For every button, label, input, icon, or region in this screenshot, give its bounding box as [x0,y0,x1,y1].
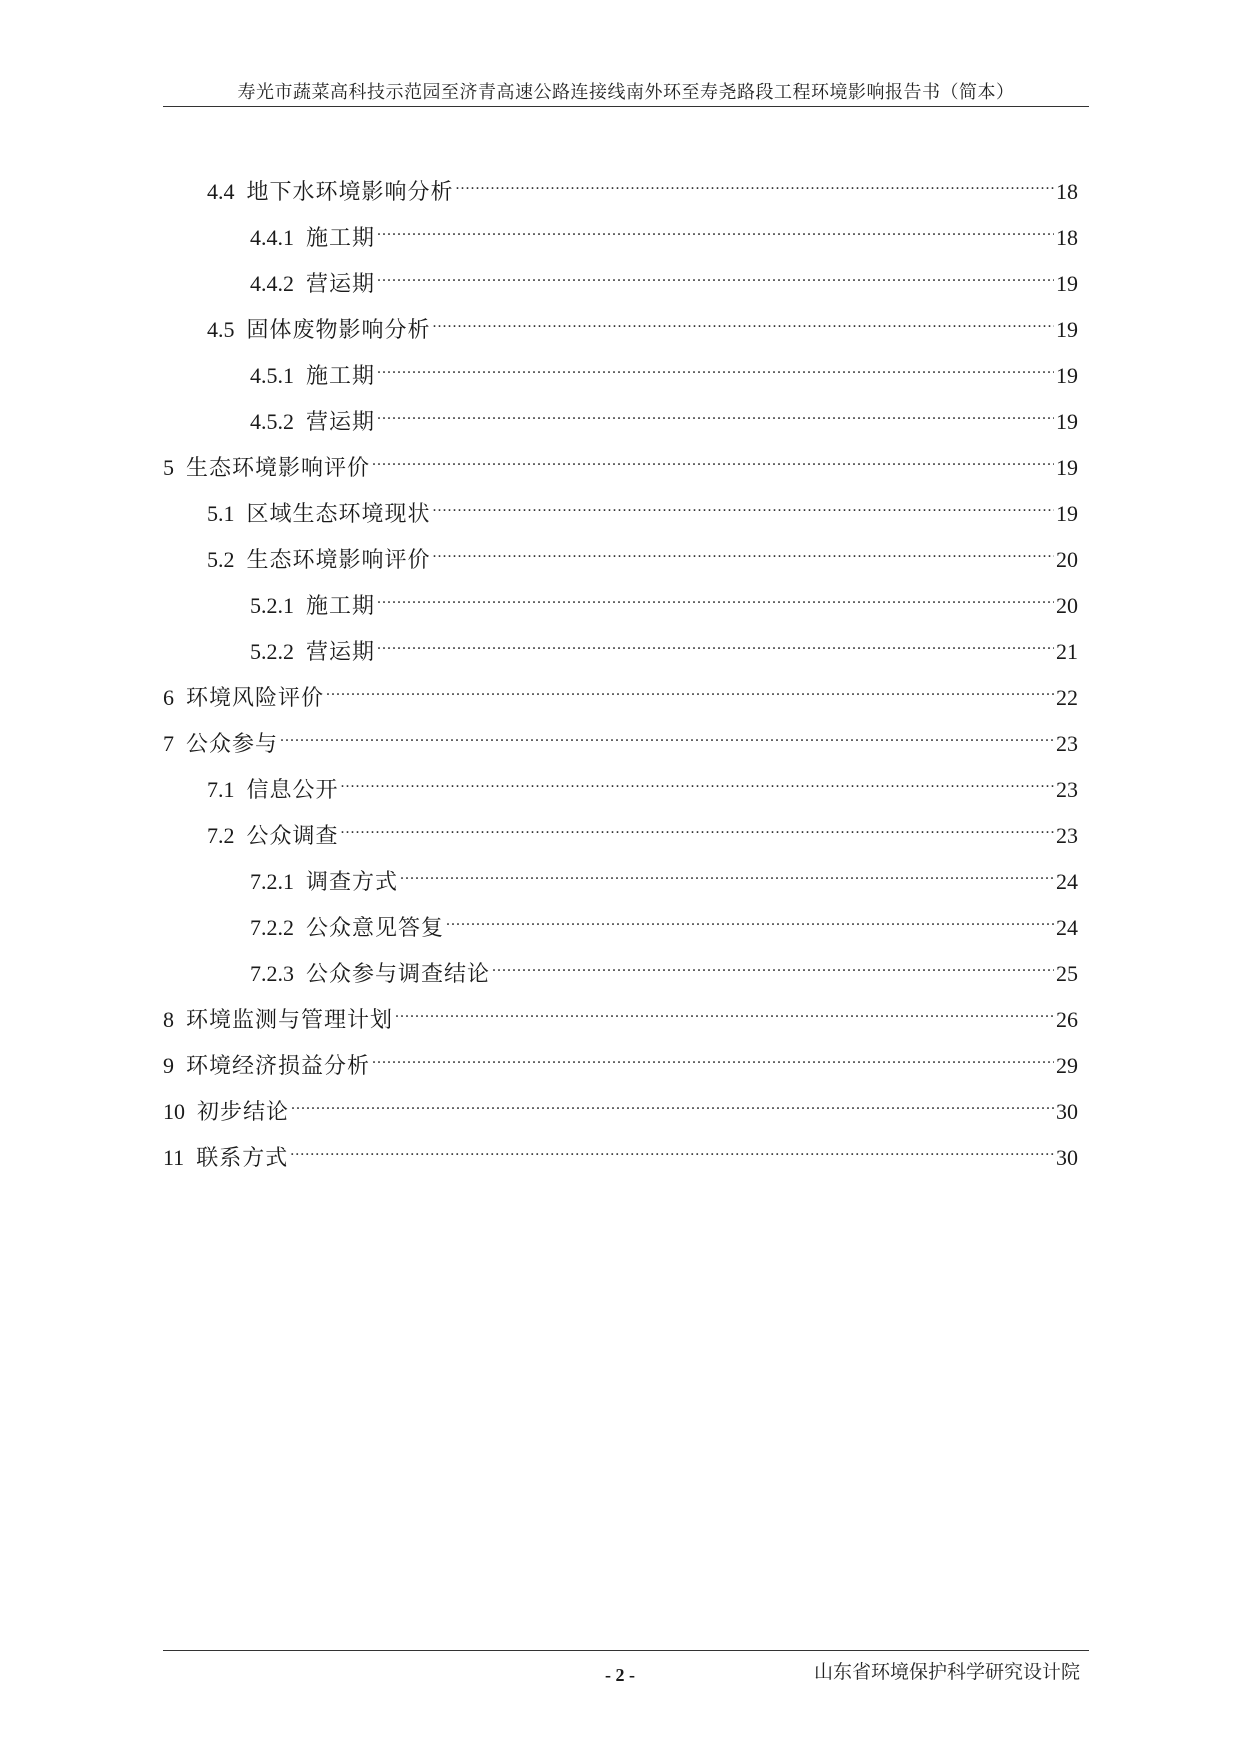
toc-entry[interactable] [250,213,1078,251]
toc-entry-page: 19 [1056,501,1078,526]
toc-entry[interactable] [250,949,1078,987]
toc-entry[interactable] [250,397,1078,435]
toc-dot-leader [291,1087,1054,1119]
footer-divider [163,1650,1089,1651]
toc-entry[interactable] [250,627,1078,665]
toc-entry[interactable] [250,903,1078,941]
toc-entry-title: 公众参与 [186,732,279,757]
toc-entry[interactable] [163,719,1078,757]
toc-dot-leader [400,857,1054,889]
toc-entry-title: 信息公开 [246,778,339,803]
toc-entry-page: 29 [1056,1053,1078,1078]
toc-entry-page: 24 [1056,915,1078,940]
toc-dot-leader [433,489,1054,521]
toc-entry-number: 7 [163,731,174,756]
running-header: 寿光市蔬菜高科技示范园至济青高速公路连接线南外环至寿尧路段工程环境影响报告书（简本） [237,82,1015,103]
toc-entry[interactable] [207,765,1078,803]
toc-dot-leader [433,535,1054,567]
toc-dot-leader [492,949,1054,981]
toc-dot-leader [280,719,1054,751]
toc-dot-leader [326,673,1054,705]
toc-entry[interactable] [207,811,1078,849]
toc-entry[interactable] [207,489,1078,527]
toc-entry-number: 7.2.1 [250,869,294,894]
toc-entry[interactable] [250,857,1078,895]
toc-entry-number: 5 [163,455,174,480]
toc-entry-title: 调查方式 [306,870,399,895]
toc-entry-title: 施工期 [306,226,376,251]
toc-dot-leader [341,765,1054,797]
toc-dot-leader [372,1041,1054,1073]
toc-entry[interactable] [163,673,1078,711]
toc-dot-leader [377,259,1054,291]
toc-entry-title: 环境监测与管理计划 [186,1008,394,1033]
toc-entry-page: 25 [1056,961,1078,986]
toc-dot-leader [377,213,1054,245]
toc-entry-number: 9 [163,1053,174,1078]
toc-entry[interactable] [250,259,1078,297]
toc-entry-page: 22 [1056,685,1078,710]
toc-entry[interactable] [163,1133,1078,1171]
toc-entry-page: 19 [1056,455,1078,480]
toc-entry-page: 23 [1056,777,1078,802]
toc-entry-number: 11 [163,1145,185,1170]
header-divider [163,106,1089,107]
toc-dot-leader [377,627,1054,659]
toc-entry[interactable] [163,443,1078,481]
toc-entry-number: 7.2 [207,823,235,848]
toc-entry-page: 30 [1056,1145,1078,1170]
toc-entry[interactable] [207,305,1078,343]
toc-entry-number: 4.5.2 [250,409,294,434]
toc-entry-number: 8 [163,1007,174,1032]
toc-dot-leader [433,305,1054,337]
toc-dot-leader [341,811,1054,843]
toc-entry-number: 5.2 [207,547,235,572]
toc-dot-leader [290,1133,1054,1165]
toc-dot-leader [395,995,1054,1027]
toc-entry-page: 24 [1056,869,1078,894]
institute-name: 山东省环境保护科学研究设计院 [813,1661,1080,1683]
toc-entry-title: 公众意见答复 [306,916,445,941]
toc-entry-page: 30 [1056,1099,1078,1124]
toc-entry-title: 生态环境影响评价 [246,548,431,573]
toc-entry-title: 初步结论 [197,1100,290,1125]
toc-entry-page: 26 [1056,1007,1078,1032]
toc-entry-title: 施工期 [306,364,376,389]
toc-entry[interactable] [163,1087,1078,1125]
toc-entry-title: 营运期 [306,272,376,297]
toc-entry-number: 4.4.2 [250,271,294,296]
toc-entry-number: 4.4.1 [250,225,294,250]
toc-entry-title: 营运期 [306,410,376,435]
toc-entry-number: 4.5 [207,317,235,342]
toc-entry-number: 5.2.1 [250,593,294,618]
toc-entry-page: 19 [1056,363,1078,388]
toc-entry-page: 18 [1056,225,1078,250]
toc-entry-title: 生态环境影响评价 [186,456,371,481]
toc-entry-number: 10 [163,1099,185,1124]
toc-entry[interactable] [163,995,1078,1033]
toc-entry[interactable] [207,167,1078,205]
toc-entry-title: 环境风险评价 [186,686,325,711]
toc-entry-page: 21 [1056,639,1078,664]
toc-entry-page: 18 [1056,179,1078,204]
toc-entry-title: 固体废物影响分析 [246,318,431,343]
toc-entry[interactable] [250,581,1078,619]
toc-entry-page: 20 [1056,547,1078,572]
toc-entry-page: 23 [1056,731,1078,756]
toc-entry-page: 19 [1056,409,1078,434]
toc-entry-title: 公众参与调查结论 [306,962,491,987]
page-number: - 2 - [605,1665,635,1685]
toc-entry-title: 区域生态环境现状 [246,502,431,527]
toc-entry-number: 7.2.3 [250,961,294,986]
toc-entry-number: 7.1 [207,777,235,802]
toc-dot-leader [456,167,1054,199]
toc-dot-leader [372,443,1054,475]
toc-entry-page: 19 [1056,317,1078,342]
toc-entry-number: 6 [163,685,174,710]
toc-entry-title: 地下水环境影响分析 [246,180,454,205]
toc-entry-page: 19 [1056,271,1078,296]
toc-entry-number: 5.2.2 [250,639,294,664]
toc-dot-leader [377,581,1054,613]
toc-entry-page: 23 [1056,823,1078,848]
toc-dot-leader [377,397,1054,429]
toc-entry-title: 营运期 [306,640,376,665]
toc-entry-title: 环境经济损益分析 [186,1054,371,1079]
toc-entry[interactable] [250,351,1078,389]
toc-entry-page: 20 [1056,593,1078,618]
toc-entry-number: 4.5.1 [250,363,294,388]
toc-entry-title: 施工期 [306,594,376,619]
toc-entry[interactable] [207,535,1078,573]
toc-entry-number: 5.1 [207,501,235,526]
toc-dot-leader [446,903,1054,935]
toc-entry[interactable] [163,1041,1078,1079]
toc-entry-number: 7.2.2 [250,915,294,940]
toc-dot-leader [377,351,1054,383]
toc-entry-title: 联系方式 [196,1146,289,1171]
toc-entry-title: 公众调查 [246,824,339,849]
toc-entry-number: 4.4 [207,179,235,204]
